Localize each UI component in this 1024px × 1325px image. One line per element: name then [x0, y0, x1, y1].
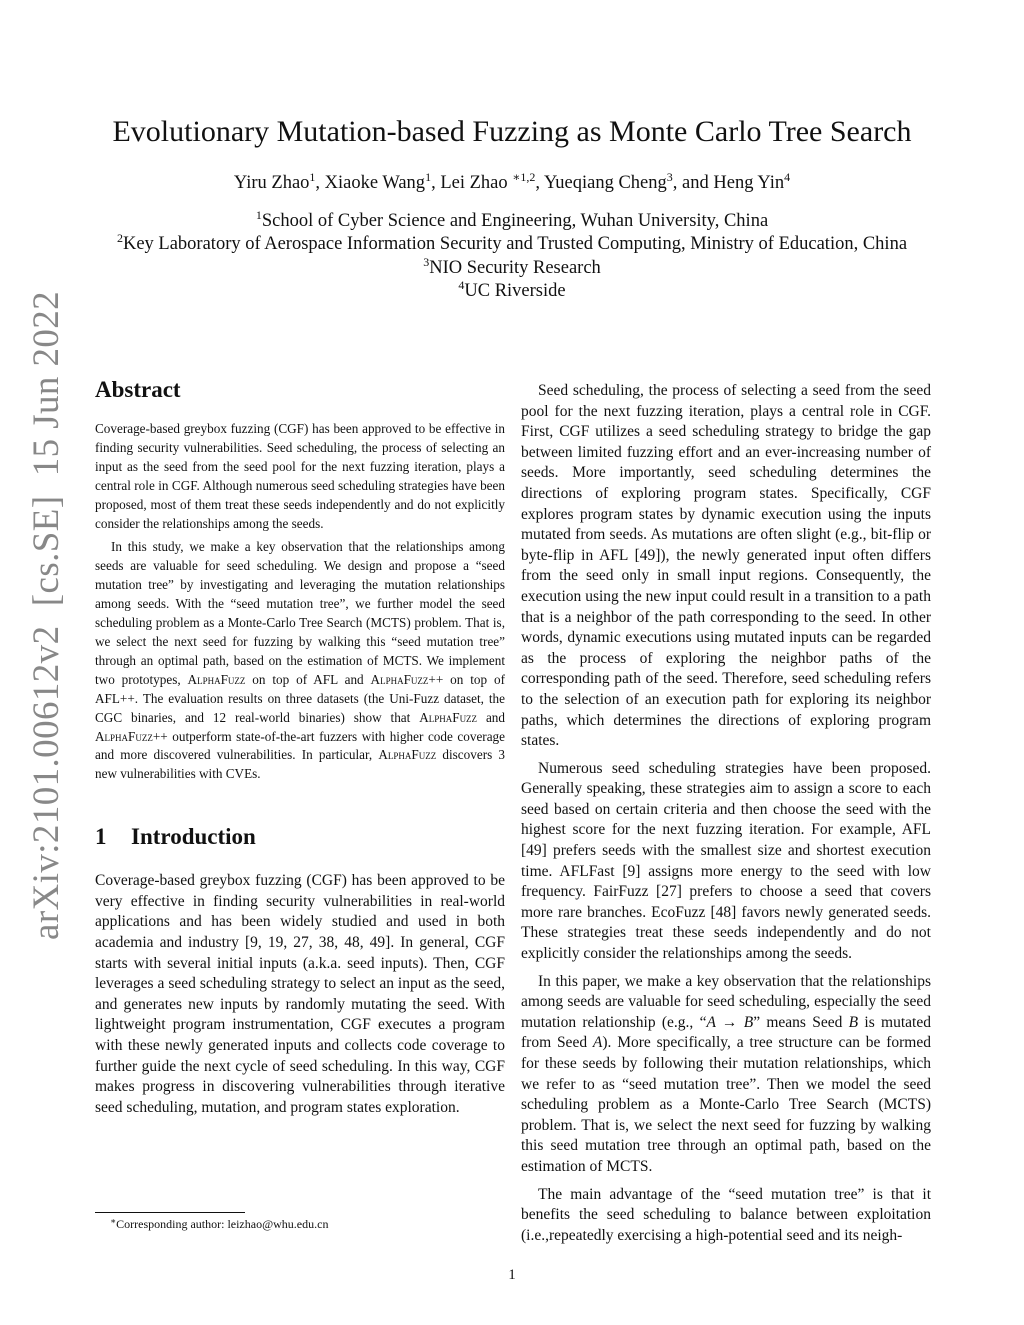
introduction-heading: [95, 823, 505, 851]
abstract-heading: Abstract: [95, 377, 181, 402]
abstract-section: [95, 376, 505, 784]
math-expression: A → B: [706, 1013, 754, 1031]
right-column: [521, 381, 931, 1246]
arxiv-identifier-stamp: arXiv:2101.00612v2 [cs.SE] 15 Jun 2022: [26, 290, 67, 940]
left-column: [95, 376, 505, 1118]
author-affil-mark: 1: [309, 170, 316, 184]
author-name: Yiru Zhao: [233, 173, 310, 193]
math-expression: A: [592, 1034, 603, 1052]
system-name: AlphaFuzz: [378, 747, 437, 763]
body-paragraph: Seed scheduling, the process of selecting a seed from the seed pool for the next fuzzing iteration, plays a central role in CGF. First, CGF utilizes a seed scheduling strategy to bridge the gap between limited fuzzing effort and an ever-increasing number of seeds. More importantly, seed scheduling determines the directions of exploring program states. Specifically, CGF explores program states by dynamic execution using the inputs mutated from seeds. As mutations are often slight (e.g., bit-flip or byte-flip in AFL [49]), the newly generated input often differs from the seed only in small input regions. Consequently, the execution using the new input could result in a transition to a path that is a neighbor of the path corresponding to the seed. In other words, dynamic executions using mutated inputs can be regarded as the process of exploring the neighbor paths of the corresponding path of the seed. Therefore, seed scheduling refers to the selection of an execution path for exploring its neighbor paths, which determines the directions of exploring program states.: [521, 382, 931, 750]
abstract-paragraph: Coverage-based greybox fuzzing (CGF) has been approved to be effective in finding security vulnerabilities. Seed scheduling, the process of selecting an input as the seed from the seed pool for the next fuzzing iteration, plays a central role in CGF. Although numerous seed scheduling strategies have been proposed, most of them treat these seeds independently and do not explicitly consider the relationships among the seeds.: [95, 421, 505, 531]
affil-text: UC Riverside: [464, 280, 566, 301]
affiliation-line: [100, 210, 924, 233]
text-run: outperform state-of-the-art fuzzers with higher code coverage and more discovered vulnerabilities. In particular,: [95, 728, 505, 763]
footnote-rule: [95, 1212, 245, 1213]
author-name: Xiaoke Wang: [324, 173, 426, 193]
system-name: AlphaFuzz++: [95, 728, 168, 744]
affiliation-line: [100, 254, 924, 280]
text-run: ” means Seed: [753, 1013, 849, 1031]
footnote-text: Corresponding author: leizhao@whu.edu.cn: [116, 1217, 329, 1231]
body-paragraph: Coverage-based greybox fuzzing (CGF) has been approved to be very effective in finding security vulnerabilities in real-world applications and has been widely studied and used in both academia and industry [9, 19, 27, 38, 48, 49]. In general, CGF starts with several initial inputs (a.k.a. seed inputs). Then, CGF leverages a seed scheduling strategy to select an input as the seed, and generates new inputs by randomly mutating the seed. With lightweight program instrumentation, CGF executes a program with these newly generated inputs and collects code coverage to further guide the next cycle of seed scheduling. In this way, CGF makes progress in discovering vulnerabilities through iterative seed scheduling, mutation, and program states exploration.: [95, 872, 505, 1116]
system-name: AlphaFuzz: [187, 671, 246, 687]
abstract-paragraph: [95, 538, 505, 784]
author-affil-mark: 1: [425, 170, 432, 184]
text-run: on top of AFL++. The evaluation results on three datasets (the Uni-Fuzz dataset, the CGC binaries, and 12 real-world binaries) show that: [95, 671, 505, 725]
body-paragraph: Numerous seed scheduling strategies have been proposed. Generally speaking, these strategies aim to assign a score to each seed based on certain criteria and then choose the seed with the highest score for the next fuzzing iteration. For example, AFL [49] prefers seeds with the smallest size and shortest execution time. AFLFast [9] assigns more energy to the seed with low frequency. FairFuzz [27] prefers to choose a seed that covers more rare branches. EcoFuzz [48] favors newly generated seeds. These strategies treat these seeds independently and do not explicitly consider the relationships among the seeds.: [521, 759, 931, 963]
body-paragraph: [521, 972, 931, 1178]
author-affil-mark: 3: [666, 170, 673, 184]
text-run: is mutated from Seed: [521, 1013, 931, 1052]
footnote-mark: ∗: [110, 1216, 117, 1226]
text-run: on top of AFL and: [245, 671, 371, 687]
paper-title: Evolutionary Mutation-based Fuzzing as Monte Carlo Tree Search: [112, 115, 912, 148]
affil-mark: 4: [458, 277, 465, 292]
body-paragraph: The main advantage of the “seed mutation tree” is that it benefits the seed scheduling to balance between exploitation (i.e.,repeatedly exercising a high-potential seed and its neigh-: [521, 1185, 931, 1244]
system-name: AlphaFuzz++: [370, 671, 444, 687]
affiliation-line: [100, 233, 924, 256]
footnote: [110, 1216, 328, 1232]
introduction-section: [95, 823, 505, 1118]
affiliations: [100, 210, 924, 303]
author-list: Yiru Zhao$^1$, Xiaoke Wang$^1$, Lei Zhao $^{∗1,2}$, Yueqiang Cheng$^3$, and Heng Yin$^4$: [233, 170, 791, 193]
math-expression: B: [848, 1013, 859, 1031]
text-run: and: [477, 709, 505, 725]
page-number: 1: [508, 1267, 516, 1283]
affiliation-line: [100, 277, 924, 303]
text-run: discovers 3 new vulnerabilities with CVEs.: [95, 747, 505, 782]
section-title: Introduction: [131, 824, 256, 850]
affil-text: Key Laboratory of Aerospace Information Security and Trusted Computing, Ministry of Education, China: [122, 234, 908, 255]
author-affil-mark: 4: [784, 170, 791, 184]
section-number: 1: [95, 824, 107, 850]
author-name: Lei Zhao: [440, 173, 508, 193]
system-name: AlphaFuzz: [419, 709, 478, 725]
affil-mark: 1: [255, 208, 262, 222]
affil-text: School of Cyber Science and Engineering, Wuhan University, China: [261, 211, 769, 231]
author-name: Heng Yin: [713, 173, 785, 193]
affil-mark: 3: [423, 254, 430, 269]
affil-text: NIO Security Research: [429, 257, 601, 278]
text-run: In this paper, we make a key observation that the relationships among seeds are valuable for seed scheduling, especially the seed mutation relationship (e.g., “: [521, 972, 931, 1031]
author-affil-mark: ∗1,2: [512, 170, 536, 184]
text-run: In this study, we make a key observation that the relationships among seeds are valuable for seed scheduling. We design and propose a “seed mutation tree” by investigating and leveraging the mutation relationships among seeds. With the “seed mutation tree”, we further model the seed scheduling problem as a Monte-Carlo Tree Search (MCTS) problem. That is, we select the next seed for fuzzing by walking this “seed mutation tree” through an optimal path, based on the estimation of MCTS. We implement two prototypes,: [95, 539, 505, 687]
author-name: Yueqiang Cheng: [543, 173, 667, 193]
text-run: ). More specifically, a tree structure can be formed for these seeds by following their mutation relationships, which we refer to as “seed mutation tree”. Then we model the seed scheduling problem as a Monte-Carlo Tree Search (MCTS) problem. That is, we select the next seed for fuzzing by walking this seed mutation tree through an optimal path, based on the estimation of MCTS.: [521, 1034, 931, 1175]
affil-mark: 2: [116, 231, 123, 246]
